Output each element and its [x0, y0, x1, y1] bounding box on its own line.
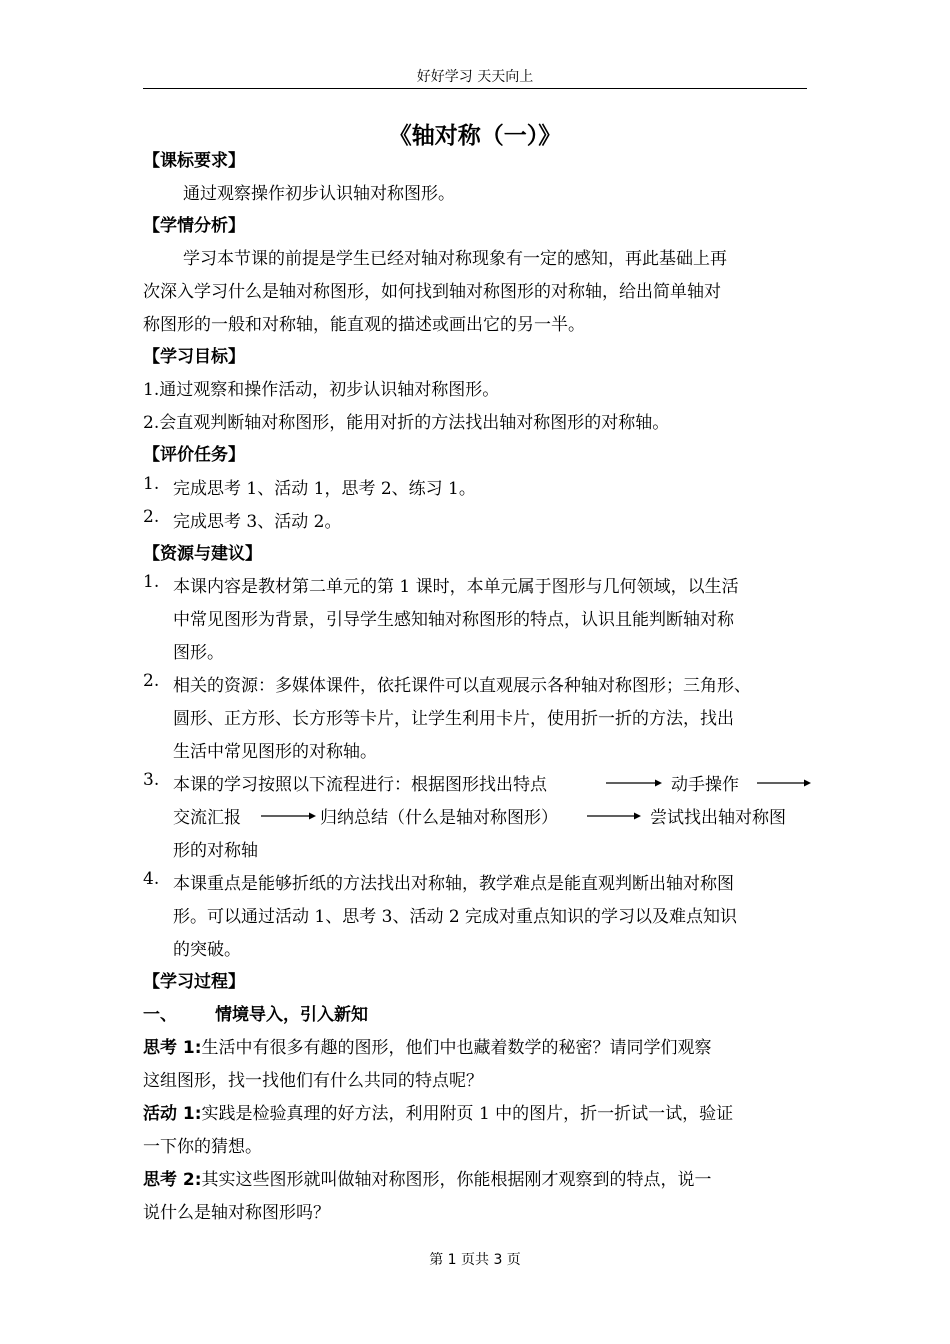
think2-label: 思考 2:: [143, 1170, 202, 1190]
goal-item: 1.通过观察和操作活动，初步认识轴对称图形。: [143, 380, 500, 400]
resource-line: 本课重点是能够折纸的方法找出对称轴，教学难点是能直观判断出轴对称图: [173, 874, 734, 894]
think2-text: 其实这些图形就叫做轴对称图形，你能根据刚才观察到的特点，说一: [201, 1170, 712, 1190]
page-header: 好好学习 天天向上: [416, 69, 534, 85]
resource-number: 3.: [143, 770, 160, 790]
flow-intro: 本课的学习按照以下流程进行：根据图形找出特点: [173, 775, 547, 795]
standard-line: 通过观察操作初步认识轴对称图形。: [183, 184, 455, 204]
think1-label: 思考 1:: [143, 1038, 202, 1058]
resource-number: 4.: [143, 869, 160, 889]
part-number: 一、: [143, 1005, 177, 1025]
task-text: 完成思考 1、活动 1，思考 2、练习 1。: [173, 479, 476, 499]
resource-line: 图形。: [173, 643, 224, 663]
section-heading-analysis: 【学情分析】: [143, 216, 245, 236]
task-number: 1.: [143, 474, 160, 494]
section-heading-goals: 【学习目标】: [143, 347, 245, 367]
resource-line: 生活中常见图形的对称轴。: [173, 742, 377, 762]
flow-arrow-icon: [261, 811, 316, 821]
activity1-text: 实践是检验真理的好方法，利用附页 1 中的图片，折一折试一试，验证: [201, 1104, 734, 1124]
think1-paragraph: [143, 1033, 712, 1058]
resource-line: 形。可以通过活动 1、思考 3、活动 2 完成对重点知识的学习以及难点知识: [173, 907, 738, 927]
resource-line: 本课内容是教材第二单元的第 1 课时，本单元属于图形与几何领域，以生活: [173, 577, 739, 597]
section-heading-tasks: 【评价任务】: [143, 445, 245, 465]
flow-step-try-cont: 形的对称轴: [173, 841, 258, 861]
section-heading-standard: 【课标要求】: [143, 151, 245, 171]
section-heading-process: 【学习过程】: [143, 972, 245, 992]
activity1-label: 活动 1:: [143, 1104, 202, 1124]
task-number: 2.: [143, 507, 160, 527]
page-footer: 第 1 页共 3 页: [429, 1252, 521, 1268]
task-text: 完成思考 3、活动 2。: [173, 512, 342, 532]
flow-step-operate: 动手操作: [671, 775, 739, 795]
activity1-paragraph: [143, 1099, 733, 1124]
resource-line: 圆形、正方形、长方形等卡片，让学生利用卡片，使用折一折的方法，找出: [173, 709, 734, 729]
part-title: 情境导入，引入新知: [215, 1005, 368, 1025]
activity1-text-cont: 一下你的猜想。: [143, 1137, 262, 1157]
resource-number: 2.: [143, 671, 160, 691]
analysis-line: 次深入学习什么是轴对称图形，如何找到轴对称图形的对称轴，给出简单轴对: [143, 282, 721, 302]
analysis-line: 称图形的一般和对称轴，能直观的描述或画出它的另一半。: [143, 315, 585, 335]
flow-arrow-icon: [587, 811, 641, 821]
think2-text-cont: 说什么是轴对称图形吗？: [143, 1203, 330, 1223]
resource-line: 的突破。: [173, 940, 241, 960]
flow-arrow-icon: [757, 778, 811, 788]
resource-line: 中常见图形为背景，引导学生感知轴对称图形的特点，认识且能判断轴对称: [173, 610, 734, 630]
analysis-line: 学习本节课的前提是学生已经对轴对称现象有一定的感知，再此基础上再: [183, 249, 727, 269]
goal-item: 2.会直观判断轴对称图形，能用对折的方法找出轴对称图形的对称轴。: [143, 413, 670, 433]
flow-arrow-icon: [606, 778, 662, 788]
section-heading-resources: 【资源与建议】: [143, 544, 262, 564]
resource-number: 1.: [143, 572, 160, 592]
document-title: 《轴对称（一）》: [388, 122, 562, 149]
header-rule: [143, 88, 807, 89]
think2-paragraph: [143, 1165, 712, 1190]
resource-line: 相关的资源：多媒体课件，依托课件可以直观展示各种轴对称图形；三角形、: [173, 676, 751, 696]
think1-text-cont: 这组图形，找一找他们有什么共同的特点呢？: [143, 1071, 483, 1091]
flow-step-try: 尝试找出轴对称图: [650, 808, 786, 828]
flow-step-report: 交流汇报: [173, 808, 241, 828]
flow-step-summary: 归纳总结（什么是轴对称图形）: [320, 808, 558, 828]
think1-text: 生活中有很多有趣的图形，他们中也藏着数学的秘密？请同学们观察: [201, 1038, 712, 1058]
